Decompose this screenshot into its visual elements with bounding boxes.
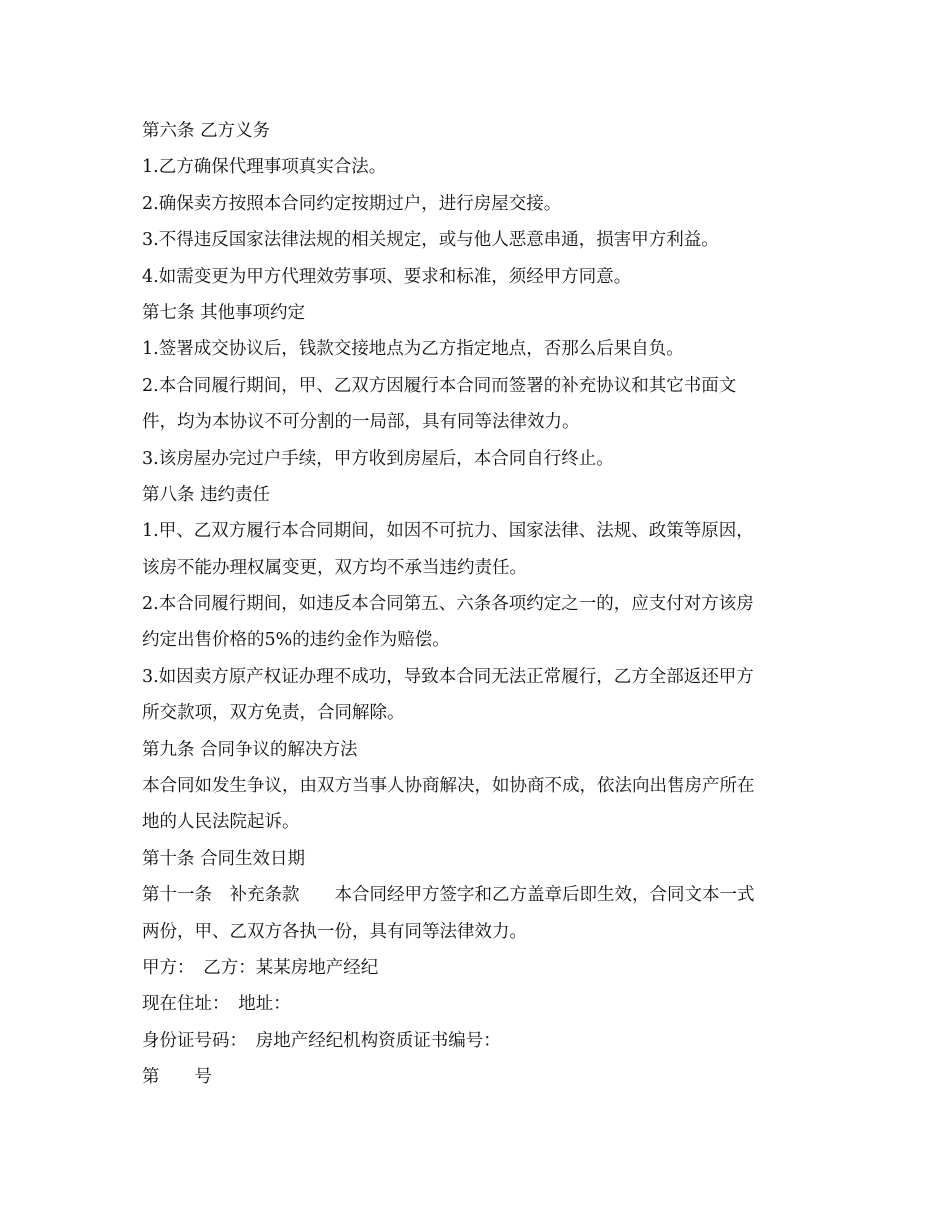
paragraph: 该房不能办理权属变更，双方均不承当违约责任。 <box>142 557 527 578</box>
paragraph: 3.不得违反国家法律法规的相关规定，或与他人恶意串通，损害甲方利益。 <box>142 230 719 251</box>
section-heading-article-8: 第八条 违约责任 <box>142 484 271 505</box>
paragraph: 本合同如发生争议，由双方当事人协商解决，如协商不成，依法向出售房产所在 <box>142 776 755 797</box>
paragraph: 3.该房屋办完过户手续，甲方收到房屋后，本合同自行终止。 <box>142 448 614 469</box>
section-heading-article-9: 第九条 合同争议的解决方法 <box>142 739 358 760</box>
paragraph: 地的人民法院起诉。 <box>142 812 300 833</box>
paragraph: 件，均为本协议不可分割的一局部，具有同等法律效力。 <box>142 412 580 433</box>
paragraph: 约定出售价格的5%的违约金作为赔偿。 <box>142 630 450 651</box>
signature-parties: 甲方： 乙方：某某房地产经纪 <box>142 957 379 978</box>
paragraph: 两份，甲、乙双方各执一份，具有同等法律效力。 <box>142 921 527 942</box>
paragraph: 3.如因卖方原产权证办理不成功，导致本合同无法正常履行，乙方全部返还甲方 <box>142 666 754 687</box>
section-heading-article-7: 第七条 其他事项约定 <box>142 302 306 323</box>
certificate-number: 第 号 <box>142 1067 212 1088</box>
paragraph: 1.乙方确保代理事项真实合法。 <box>142 157 387 178</box>
paragraph: 2.确保卖方按照本合同约定按期过户，进行房屋交接。 <box>142 193 562 214</box>
paragraph: 1.签署成交协议后，钱款交接地点为乙方指定地点，否那么后果自负。 <box>142 339 684 360</box>
paragraph: 1.甲、乙双方履行本合同期间，如因不可抗力、国家法律、法规、政策等原因， <box>142 521 754 542</box>
document-body <box>142 113 807 1096</box>
section-heading-article-6: 第六条 乙方义务 <box>142 121 271 141</box>
paragraph: 2.本合同履行期间，如违反本合同第五、六条各项约定之一的，应支付对方该房 <box>142 594 754 615</box>
paragraph: 所交款项，双方免责，合同解除。 <box>142 703 405 724</box>
section-heading-article-10: 第十条 合同生效日期 <box>142 848 306 869</box>
paragraph: 4.如需变更为甲方代理效劳事项、要求和标准，须经甲方同意。 <box>142 266 632 287</box>
section-heading-article-11: 第十一条 补充条款 本合同经甲方签字和乙方盖章后即生效，合同文本一式 <box>142 885 755 906</box>
signature-address: 现在住址： 地址： <box>142 994 291 1015</box>
signature-id-number: 身份证号码： 房地产经纪机构资质证书编号： <box>142 1030 501 1051</box>
paragraph: 2.本合同履行期间，甲、乙双方因履行本合同而签署的补充协议和其它书面文 <box>142 375 737 396</box>
